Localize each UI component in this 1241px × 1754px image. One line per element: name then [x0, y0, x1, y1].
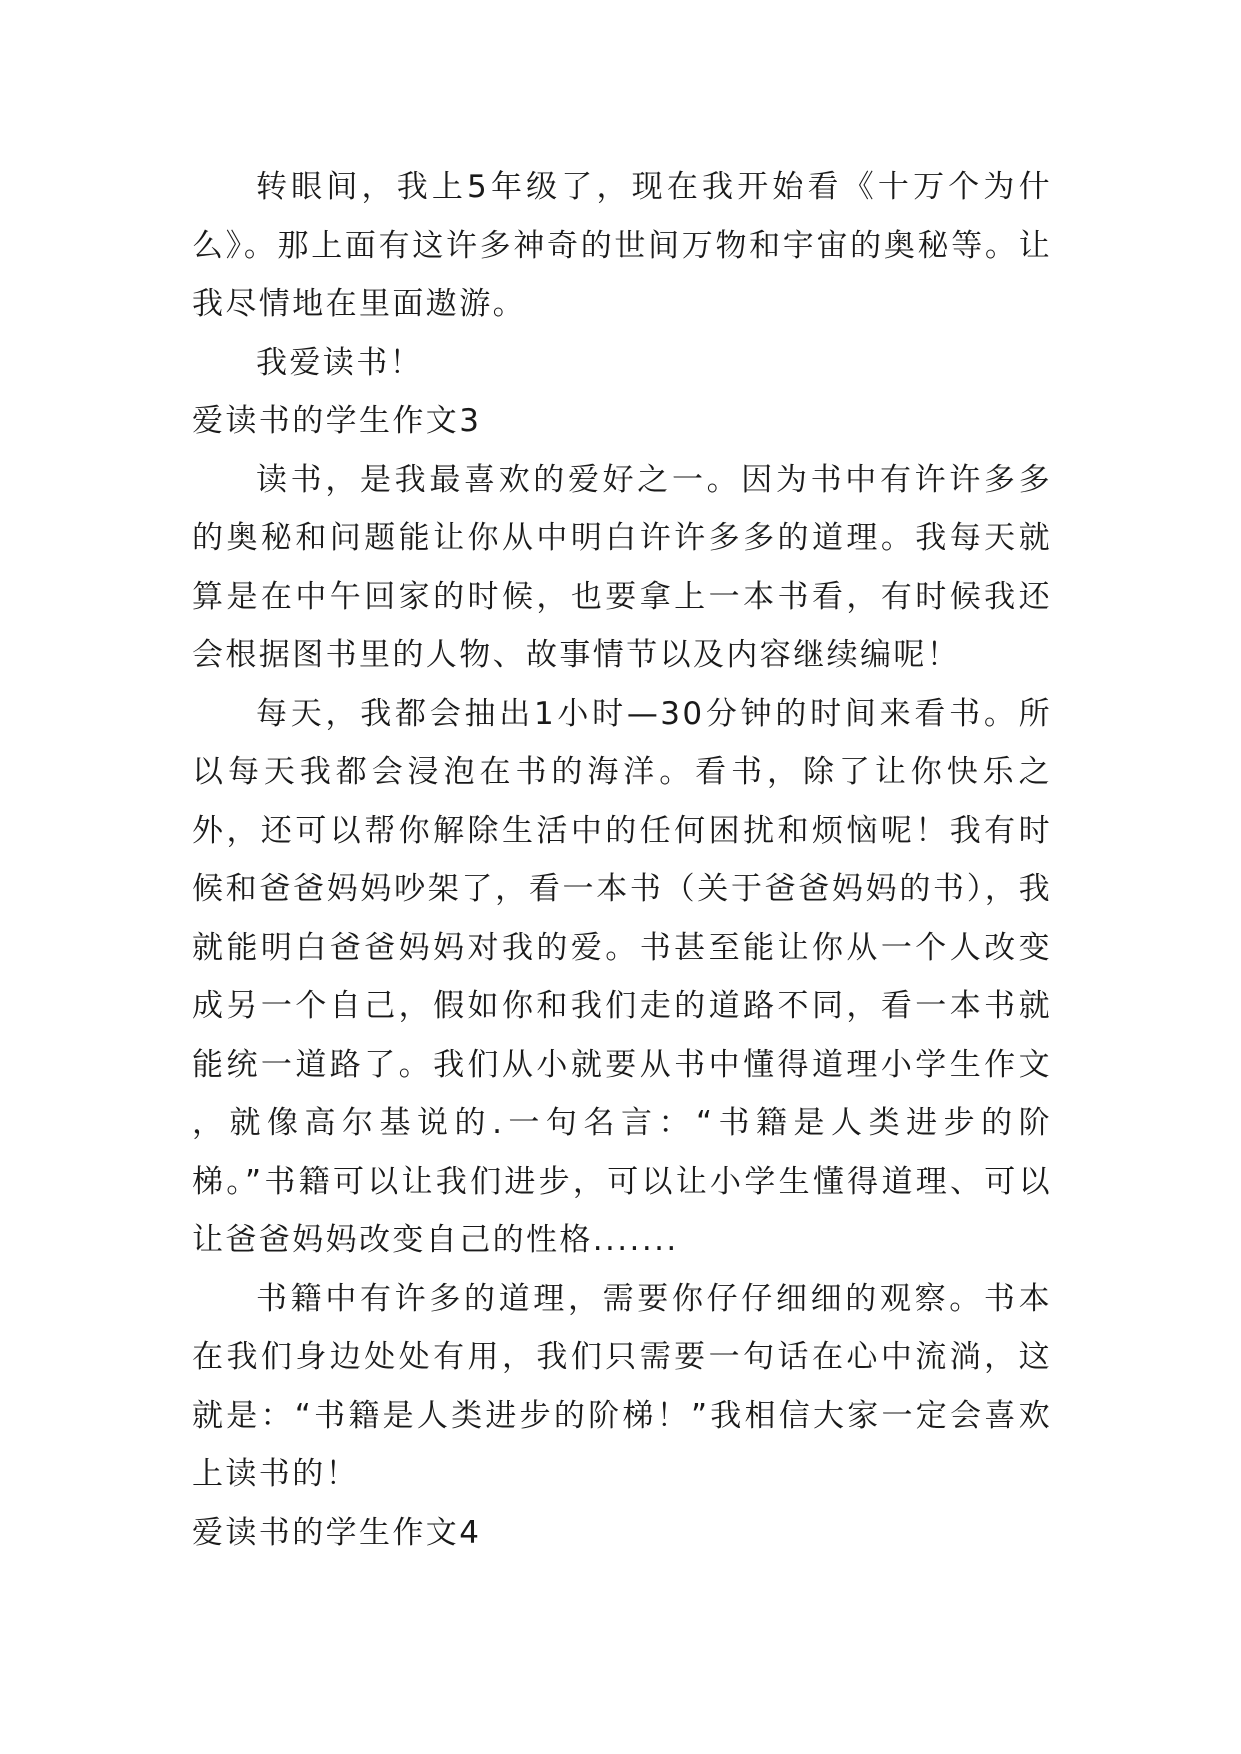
essay-heading: 爱读书的学生作文3	[192, 403, 482, 439]
document-body	[192, 158, 1052, 1562]
paragraph: 读书，是我最喜欢的爱好之一。因为书中有许许多多的奥秘和问题能让你从中明白许许多多的道理。我每天就算是在中午回家的时候，也要拿上一本书看，有时候我还会根据图书里的人物、故事情节以及内容继续编呢！	[192, 461, 1052, 673]
paragraph: 转眼间，我上5年级了，现在我开始看《十万个为什么》。那上面有这许多神奇的世间万物和宇宙的奥秘等。让我尽情地在里面遨游。	[192, 169, 1052, 322]
paragraph: 书籍中有许多的道理，需要你仔仔细细的观察。书本在我们身边处处有用，我们只需要一句话在心中流淌，这就是：“书籍是人类进步的阶梯！”我相信大家一定会喜欢上读书的！	[192, 1280, 1052, 1492]
paragraph: 每天，我都会抽出1小时—30分钟的时间来看书。所以每天我都会浸泡在书的海洋。看书，除了让你快乐之外，还可以帮你解除生活中的任何困扰和烦恼呢！我有时候和爸爸妈妈吵架了，看一本书（关于爸爸妈妈的书），我就能明白爸爸妈妈对我的爱。书甚至能让你从一个人改变成另一个自己，假如你和我们走的道路不同，看一本书就能统一道路了。我们从小就要从书中懂得道理小学生作文 ，就像高尔基说的.一句名言：“书籍是人类进步的阶梯。”书籍可以让我们进步，可以让小学生懂得道理、可以让爸爸妈妈改变自己的性格.......	[192, 695, 1052, 1258]
paragraph: 我爱读书！	[256, 344, 423, 381]
essay-heading: 爱读书的学生作文4	[192, 1514, 482, 1551]
